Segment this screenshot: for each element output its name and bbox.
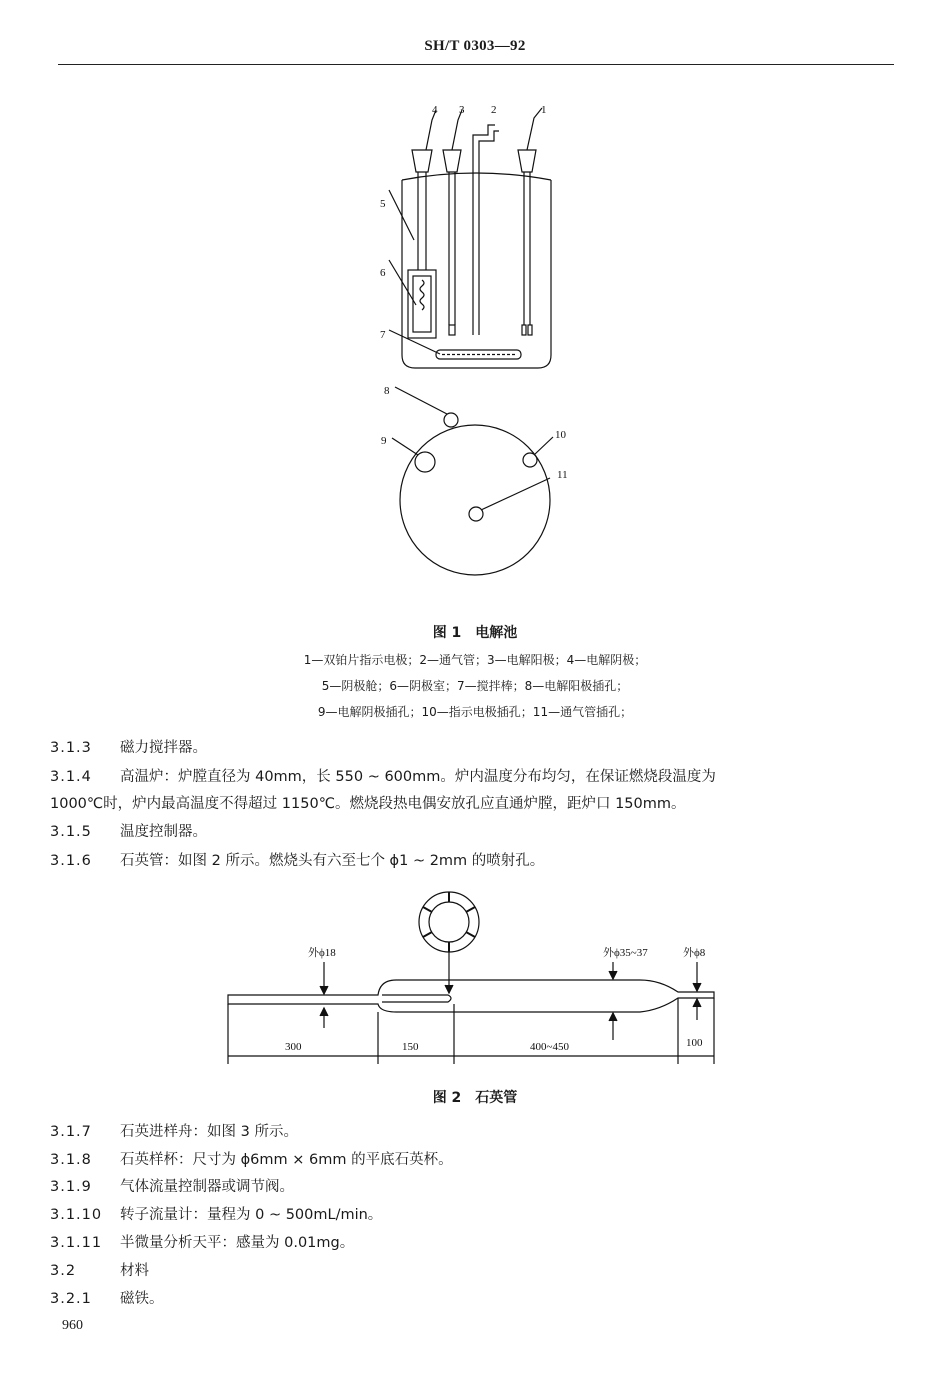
clause-text: 石英管：如图 2 所示。燃烧头有六至七个 ϕ1 ~ 2mm 的喷射孔。 <box>120 853 545 869</box>
clause-number: 3.1.4 <box>50 769 92 785</box>
tube-outline <box>228 980 714 1012</box>
fig1-label-2: 2 <box>491 104 497 116</box>
clause-number: 3.2 <box>50 1263 77 1279</box>
figure-1-electrolytic-cell <box>0 80 950 640</box>
paragraph-3-2-1 <box>50 1287 910 1312</box>
clause-text: 温度控制器。 <box>120 824 207 840</box>
fig1-label-1: 1 <box>541 104 547 116</box>
clause-text: 高温炉：炉膛直径为 40mm，长 550 ~ 600mm。炉内温度分布均匀，在保证燃烧段温度为 <box>120 769 716 785</box>
paragraph-3-1-10 <box>50 1203 910 1228</box>
paragraph-3-1-9 <box>50 1175 910 1200</box>
fig1-label-7: 7 <box>380 329 386 341</box>
fig1-label-11: 11 <box>557 469 568 481</box>
dim-length-150: 150 <box>402 1041 419 1053</box>
beaker <box>402 180 551 368</box>
fig1-label-8: 8 <box>384 385 390 397</box>
clause-text: 转子流量计：量程为 0 ~ 500mL/min。 <box>120 1207 383 1223</box>
clause-text: 磁铁。 <box>120 1291 164 1307</box>
paragraph-3-1-7 <box>50 1120 910 1145</box>
clause-number: 3.1.9 <box>50 1179 92 1195</box>
page-number: 960 <box>62 1318 83 1333</box>
paragraph-3-2 <box>50 1259 910 1284</box>
paragraph-3-1-4-cont: 1000℃时，炉内最高温度不得超过 1150℃。燃烧段热电偶安放孔应直通炉膛，距炉口 150mm。 <box>50 796 686 812</box>
dim-length-300: 300 <box>285 1041 302 1053</box>
figure-2-caption: 图 2 石英管 <box>432 1090 518 1106</box>
paragraph-3-1-4 <box>50 765 910 790</box>
clause-text: 石英进样舟：如图 3 所示。 <box>120 1124 298 1140</box>
paragraph-3-1-8 <box>50 1148 910 1173</box>
clause-number: 3.1.7 <box>50 1124 92 1140</box>
clause-text: 材料 <box>120 1263 149 1279</box>
dim-length-100: 100 <box>686 1037 703 1049</box>
fig1-label-10: 10 <box>555 429 566 441</box>
clause-number: 3.1.8 <box>50 1152 92 1168</box>
paragraph-3-1-3 <box>50 736 910 761</box>
clause-number: 3.1.11 <box>50 1235 103 1251</box>
clause-text: 气体流量控制器或调节阀。 <box>120 1179 294 1195</box>
clause-text: 半微量分析天平：感量为 0.01mg。 <box>120 1235 355 1251</box>
dim-diameter-8: 外ϕ8 <box>683 947 706 959</box>
clause-number: 3.1.5 <box>50 824 92 840</box>
figure-1-legend-line-3: 9—电解阴极插孔；10—指示电极插孔；11—通气管插孔； <box>317 705 633 719</box>
clause-number: 3.2.1 <box>50 1291 92 1307</box>
header-rule <box>58 64 894 65</box>
standard-header: SH/T 0303—92 <box>424 38 526 54</box>
clause-number: 3.1.10 <box>50 1207 103 1223</box>
fig1-label-5: 5 <box>380 198 386 210</box>
clause-text: 石英样杯：尺寸为 ϕ6mm × 6mm 的平底石英杯。 <box>120 1152 453 1168</box>
fig1-label-3: 3 <box>459 104 465 116</box>
dim-diameter-35-37: 外ϕ35~37 <box>603 947 648 959</box>
paragraph-3-1-5 <box>50 820 910 845</box>
figure-2-quartz-tube <box>0 880 950 1080</box>
fig1-label-6: 6 <box>380 267 386 279</box>
clause-number: 3.1.3 <box>50 740 92 756</box>
dim-length-400-450: 400~450 <box>530 1041 569 1053</box>
figure-1-caption: 图 1 电解池 <box>432 625 518 641</box>
dim-diameter-18: 外ϕ18 <box>308 947 336 959</box>
figure-1-legend-line-2: 5—阴极舱；6—阴极室；7—搅拌棒；8—电解阳极插孔； <box>321 679 629 693</box>
paragraph-3-1-11 <box>50 1231 910 1256</box>
paragraph-3-1-6 <box>50 849 910 874</box>
clause-number: 3.1.6 <box>50 853 92 869</box>
fig1-label-9: 9 <box>381 435 387 447</box>
figure-1-legend-line-1: 1—双铂片指示电极；2—通气管；3—电解阳极；4—电解阴极； <box>303 653 647 667</box>
cell-top-view <box>400 425 550 575</box>
clause-text: 磁力搅拌器。 <box>120 740 207 756</box>
fig1-label-4: 4 <box>432 104 438 116</box>
